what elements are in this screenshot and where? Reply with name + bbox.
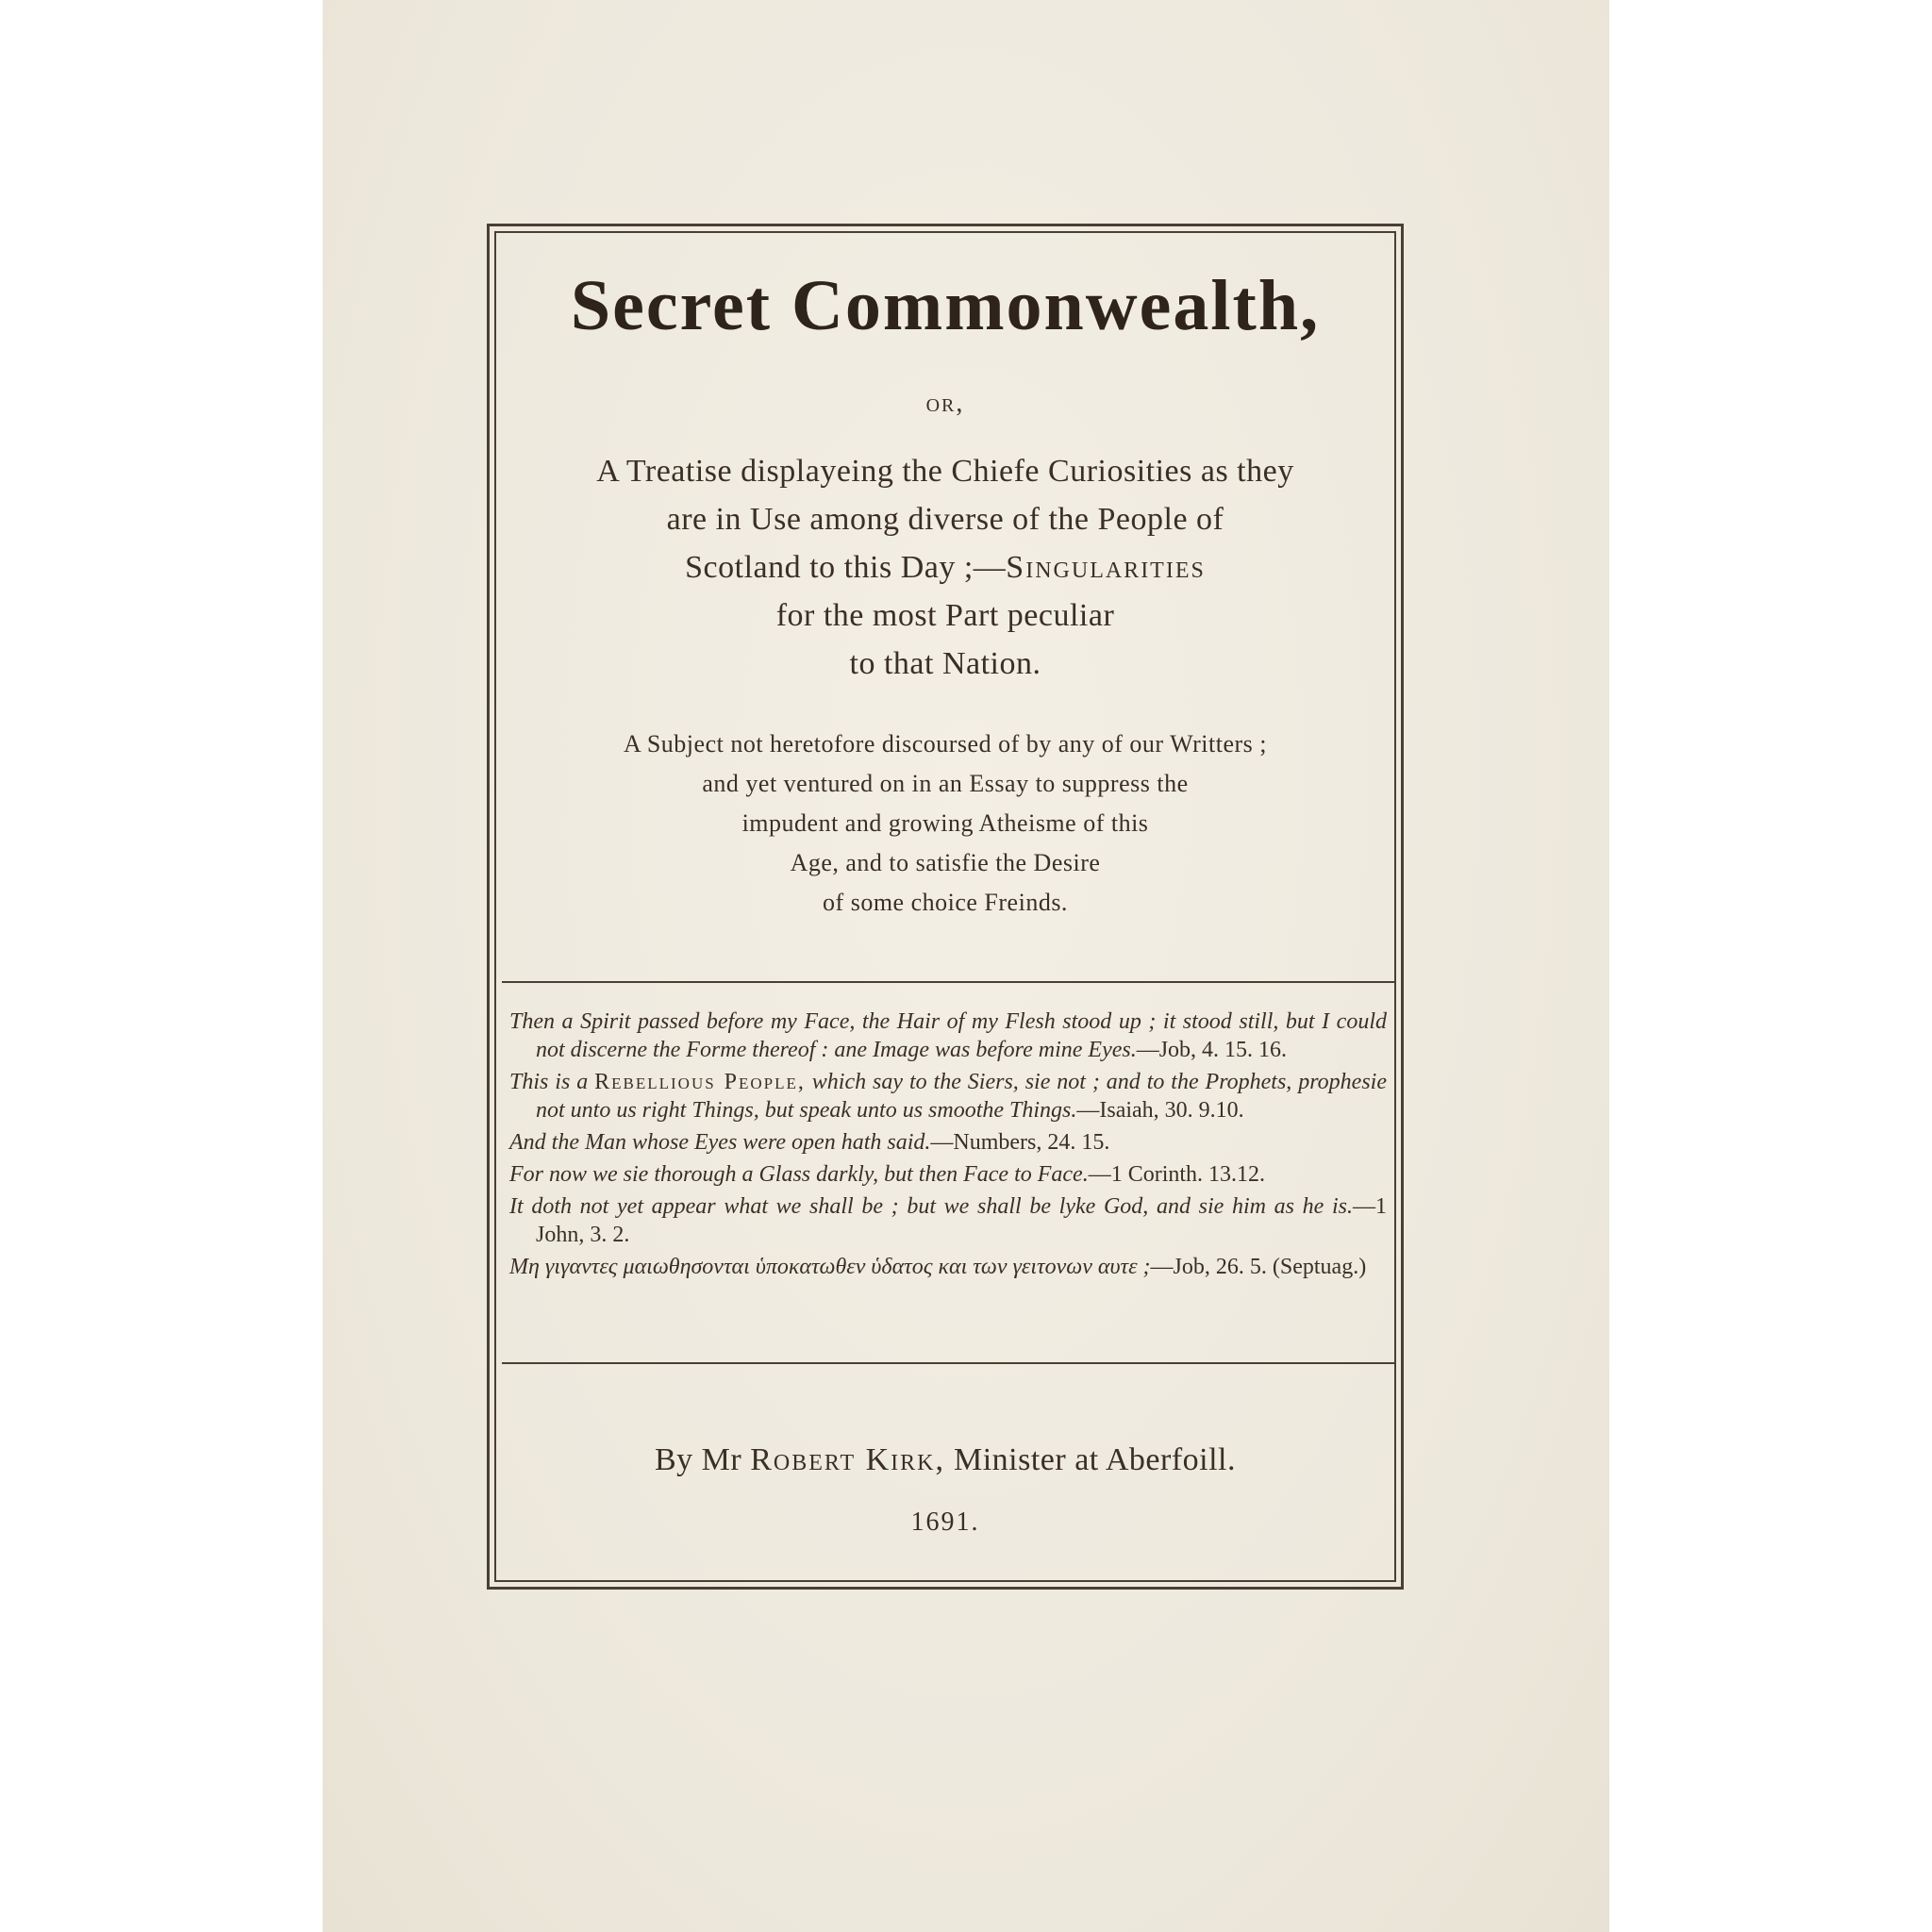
quote-text: For now we sie thorough a Glass darkly, but then Face to Face. <box>509 1162 1089 1187</box>
description-block <box>509 724 1381 923</box>
epigraph-quotes <box>509 1008 1387 1285</box>
subtitle-line: A Treatise displayeing the Chiefe Curiosities as they <box>596 454 1294 489</box>
author-title: Minister at Aberfoill. <box>954 1442 1237 1477</box>
description-line: Age, and to satisfie the Desire <box>790 849 1101 876</box>
quote-text: Μη γιγαντες μαιωθησονται ὑποκατωθεν ὑδατος και των γειτονων αυτε ; <box>509 1255 1151 1279</box>
quote-text: This is a <box>509 1070 589 1094</box>
byline-prefix: By Mr <box>654 1442 742 1477</box>
quote-text: It doth not yet appear what we shall be ; but we shall be lyke God, and sie him as he is. <box>509 1194 1353 1219</box>
description-line: impudent and growing Atheisme of this <box>741 809 1149 837</box>
page-title: Secret Commonwealth, <box>570 266 1321 345</box>
divider-rule-upper <box>502 981 1396 983</box>
author-byline <box>509 1440 1381 1481</box>
divider-rule-lower <box>502 1362 1396 1364</box>
quote-reference: —Numbers, 24. 15. <box>930 1130 1110 1155</box>
quote-item <box>509 1253 1387 1281</box>
subtitle-line-text: Scotland to this Day ;— <box>685 550 1007 585</box>
quote-reference: —Job, 26. 5. (Septuag.) <box>1150 1255 1367 1279</box>
subtitle-block <box>509 447 1381 688</box>
quote-reference: —Job, 4. 15. 16. <box>1136 1038 1288 1062</box>
description-line: and yet ventured on in an Essay to suppress the <box>702 770 1189 797</box>
quote-text: Then a Spirit passed before my Face, the Hair of my Flesh stood up ; it stood still, but I could not discerne the Forme thereof : ane Image was before mine Eyes. <box>509 1009 1387 1062</box>
quote-item <box>509 1068 1387 1124</box>
title-connector: or, <box>925 389 965 418</box>
quote-item <box>509 1128 1387 1157</box>
subtitle-line <box>509 543 1381 591</box>
quote-item <box>509 1160 1387 1189</box>
subtitle-emphasis: Singularities <box>1006 550 1206 585</box>
quote-text: And the Man whose Eyes were open hath said. <box>509 1130 931 1155</box>
author-name: Robert Kirk, <box>750 1442 945 1477</box>
subtitle-line: to that Nation. <box>849 646 1041 681</box>
quote-reference: —Isaiah, 30. 9.10. <box>1076 1098 1244 1123</box>
quote-reference: —1 Corinth. 13.12. <box>1088 1162 1266 1187</box>
description-line: of some choice Freinds. <box>823 889 1068 916</box>
subtitle-line: for the most Part peculiar <box>775 598 1115 633</box>
description-line: A Subject not heretofore discoursed of by any of our Writters ; <box>624 730 1267 758</box>
quote-emphasis: Rebellious People, <box>594 1070 806 1094</box>
quote-item <box>509 1192 1387 1249</box>
publication-year: 1691. <box>910 1507 980 1537</box>
quote-text: which say to the Siers, sie not ; and to the Prophets, prophesie not unto us right Things, but speak unto us smoothe Things. <box>536 1070 1387 1123</box>
subtitle-line: are in Use among diverse of the People of <box>666 502 1224 537</box>
quote-reference: —1 John, 3. 2. <box>536 1194 1387 1247</box>
quote-item <box>509 1008 1387 1064</box>
